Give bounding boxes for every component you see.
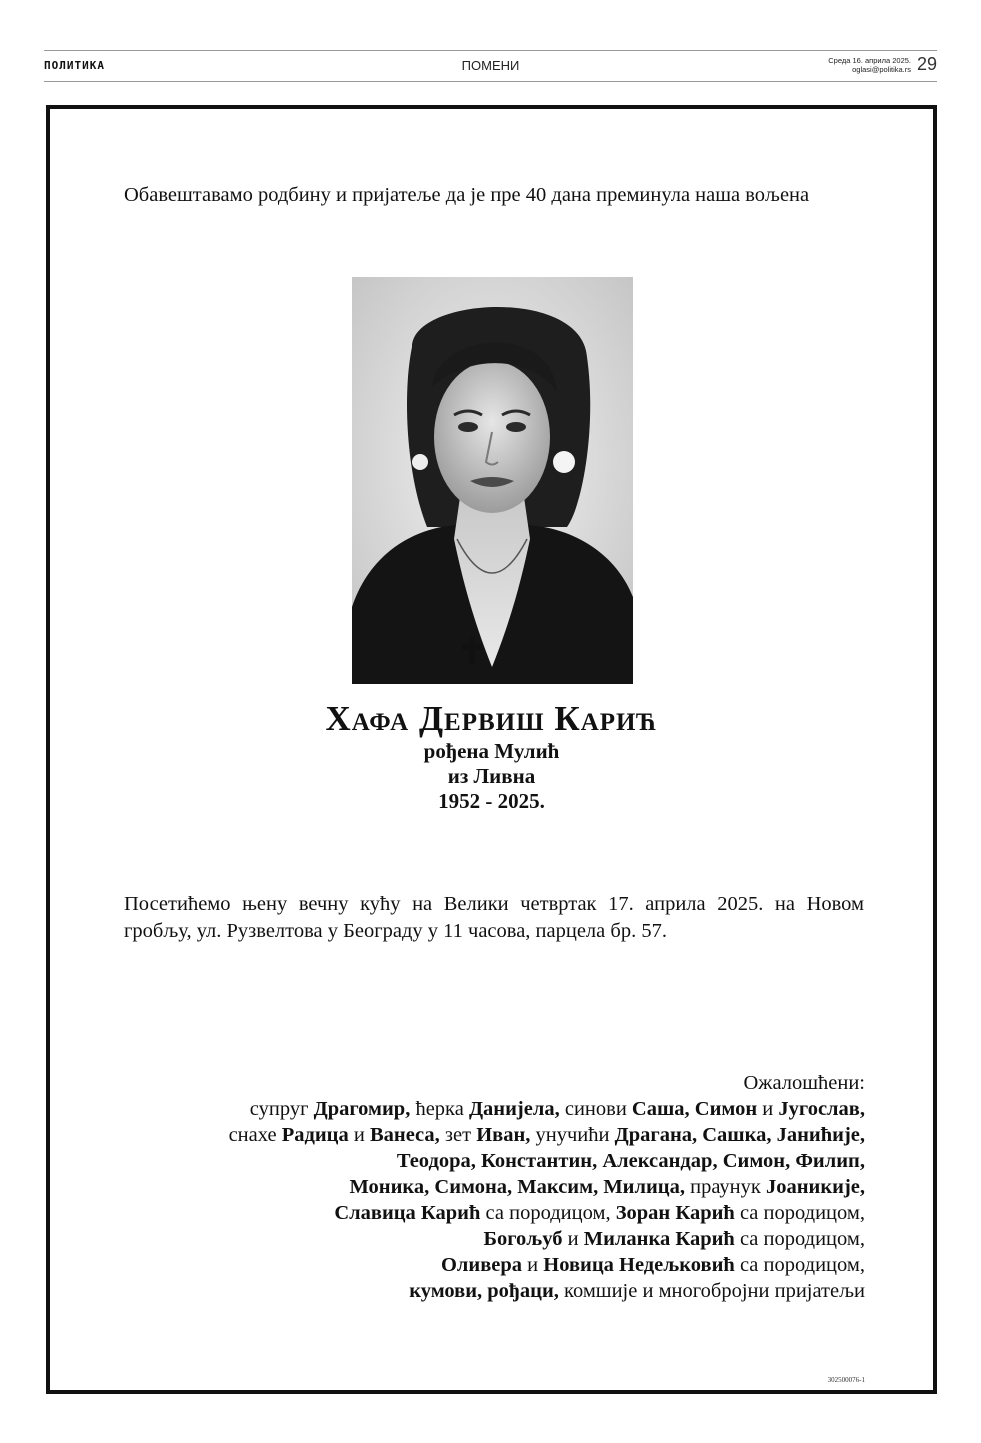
issue-date: Среда 16. априла 2025. [828,56,911,65]
mourner-relation: синови [559,1098,632,1120]
name-block [50,699,933,814]
mourner-name: Зоран Карић [615,1202,735,1224]
mourner-name: Саша, Симон [631,1098,758,1120]
mourner-name: Радица [281,1124,349,1146]
mourner-name: Драгомир, [313,1098,411,1120]
mourner-name: Славица Карић [334,1202,481,1224]
mourner-name: Драгана, Сашка, Јанићије, [614,1124,865,1146]
mourner-relation: снахе [228,1124,282,1146]
mourner-line [125,1226,865,1252]
mourner-relation: и [562,1228,584,1250]
mourner-relation: са породицом, [734,1254,865,1276]
mourner-name: Иван, [476,1124,531,1146]
obituary-frame [46,105,937,1394]
mourner-name: Југослав, [778,1098,865,1120]
mourner-line [125,1096,865,1122]
portrait-photo [352,277,633,684]
mourner-line [125,1252,865,1278]
mourners-list [125,1070,865,1304]
mourner-relation: праунук [684,1176,766,1198]
portrait-illustration [352,277,633,684]
mourner-relation: унучићи [530,1124,615,1146]
ad-code: 302500076-1 [827,1376,865,1384]
mourner-relation: супруг [249,1098,314,1120]
mourner-line [125,1122,865,1148]
masthead [44,50,937,82]
mourners-heading: Ожалошћени: [743,1072,865,1094]
memorial-visit-text: Посетићемо њену вечну кућу на Велики четвртак 17. априла 2025. на Новом гробљу, ул. Рузвелтова у Београду у 11 часова, парцела бр. 57. [124,893,864,942]
mourner-name: Богољуб [483,1228,563,1250]
mourner-name: Теодора, Константин, Александар, Симон, Филип, [396,1150,865,1172]
mourner-name: Данијела, [468,1098,560,1120]
mourner-name: Јоаникије, [765,1176,865,1198]
life-years: 1952 - 2025. [438,789,545,813]
mourner-relation: комшије и многобројни пријатељи [558,1280,865,1302]
mourner-relation: и [522,1254,544,1276]
mourner-name: Моника, Симона, Максим, Милица, [349,1176,685,1198]
newspaper-logo[interactable]: ПОЛИТИКА [44,59,105,72]
mourner-name: Новица Недељковић [543,1254,735,1276]
mourner-relation: зет [439,1124,477,1146]
mourner-name: Оливера [440,1254,523,1276]
mourner-relation: са породицом, [734,1202,865,1224]
mourner-line [125,1148,865,1174]
mourner-name: Ванеса, [369,1124,440,1146]
intro-text: Обавештавамо родбину и пријатеље да је пре 40 дана преминула наша вољена [124,184,810,206]
mourner-name: кумови, рођаци, [409,1280,559,1302]
mourner-lines [125,1096,865,1304]
mourner-line [125,1200,865,1226]
mourner-line [125,1278,865,1304]
page-number: 29 [916,54,937,74]
mourner-relation: ћерка [410,1098,469,1120]
mourner-relation: са породицом, [480,1202,616,1224]
date-contact [828,56,911,74]
maiden-name: рођена Мулић [423,739,560,763]
mourner-line [125,1174,865,1200]
mourner-relation: и [757,1098,779,1120]
mourner-name: Миланка Карић [583,1228,735,1250]
contact-email[interactable]: oglasi@politika.rs [852,65,911,74]
section-title: ПОМЕНИ [461,58,520,73]
mourner-relation: са породицом, [734,1228,865,1250]
origin: из Ливна [447,764,536,788]
deceased-name: Хафа Дервиш Карић [325,699,658,738]
mourner-relation: и [348,1124,370,1146]
